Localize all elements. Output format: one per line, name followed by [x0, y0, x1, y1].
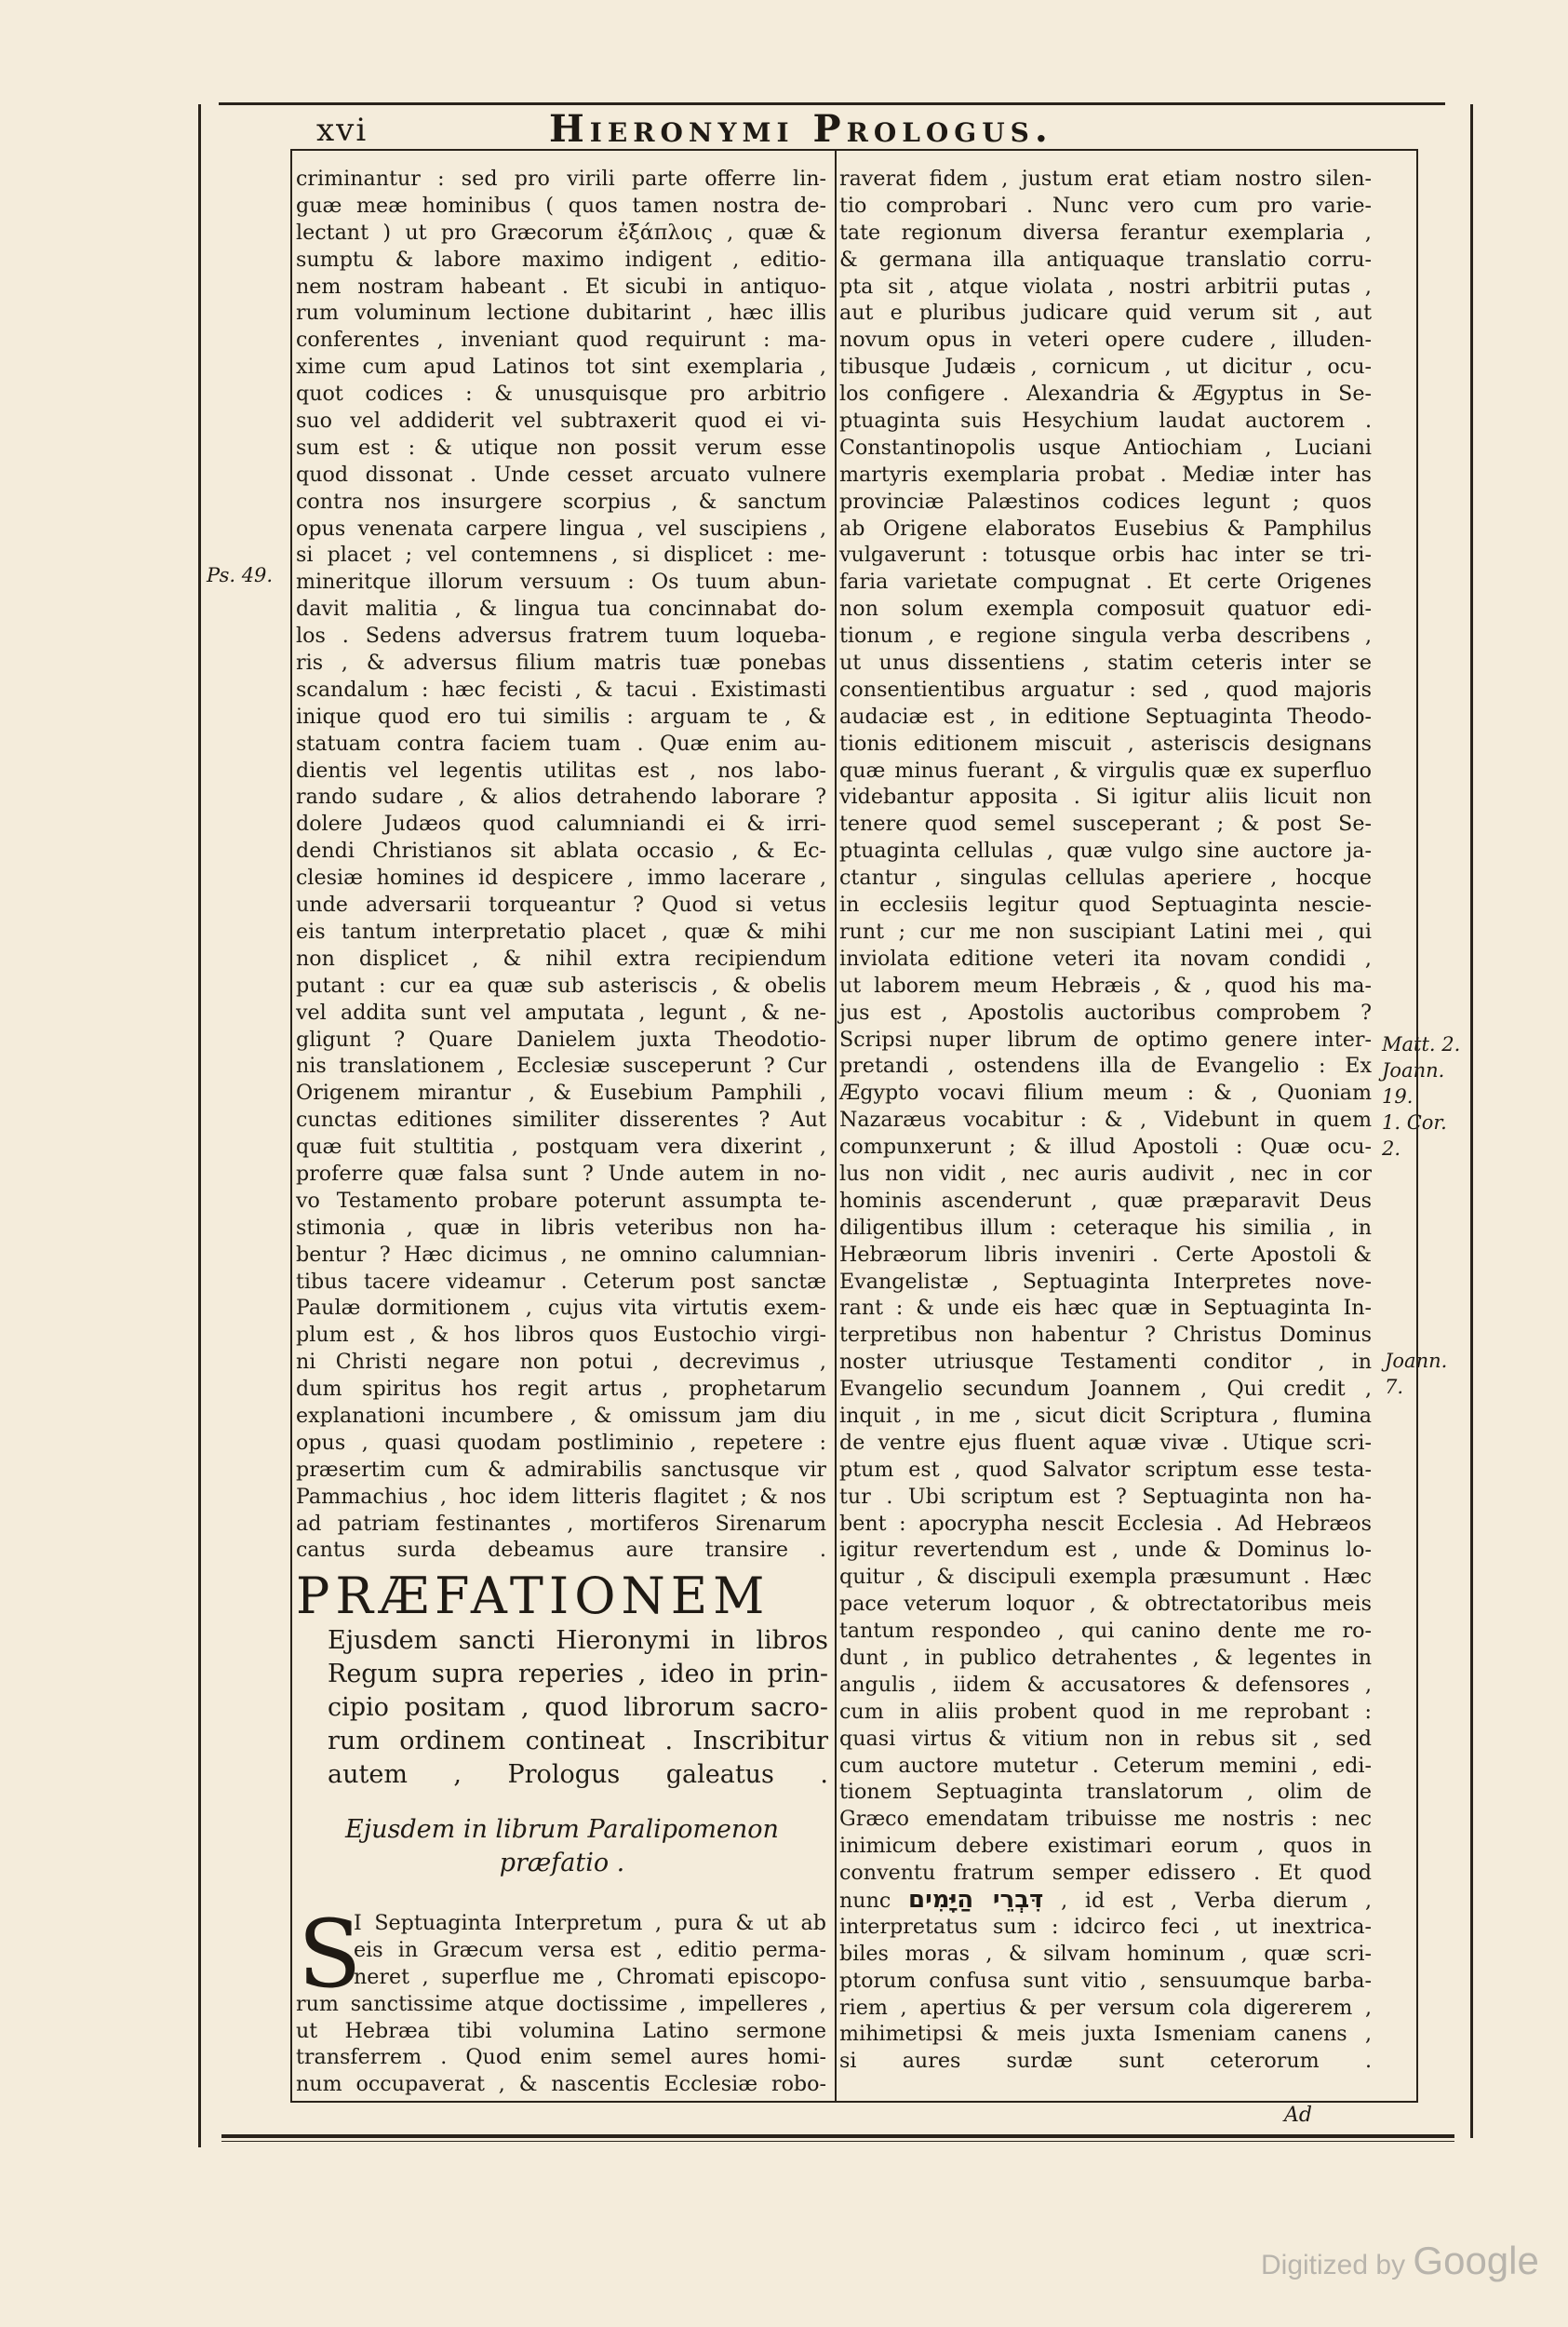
text-line: hominis ascenderunt , quæ præparavit Deus [839, 1188, 1372, 1213]
text-line: mihimetipsi & meis juxta Ismeniam canens , [839, 2022, 1372, 2047]
right-frame-rule [1470, 104, 1473, 2138]
bottom-rule [221, 2134, 1454, 2138]
text-line: pretandi , ostendens illa de Evangelio : Ex [839, 1054, 1372, 1079]
text-line: unde adversarii torqueantur ? Quod si vetus [296, 893, 826, 918]
text-line: ptuaginta suis Hesychium laudat auctorem . [839, 409, 1372, 434]
text-line: lectant ) ut pro Græcorum ἐξάπλοις , quæ & [296, 220, 826, 245]
text-line: tionum , e regione singula verba describens , [839, 624, 1372, 649]
text-line: noster utriusque Testamenti conditor , in [839, 1350, 1372, 1375]
top-rule [219, 102, 1445, 105]
text-line: Evangelistæ , Septuaginta Interpretes nove- [839, 1269, 1372, 1294]
text-line: proferre quæ falsa sunt ? Unde autem in no- [296, 1161, 826, 1186]
running-head: Hieronymi Prologus. [549, 107, 1053, 151]
text-line: dunt , in publico detrahentes , & legentes in [839, 1645, 1372, 1670]
text-line: si aures surdæ sunt ceterorum . [839, 2049, 1372, 2074]
hebrew-title: דִּבְרֵי הַיָּמִים [908, 1886, 1044, 1914]
text-line: ptorum confusa sunt vitio , sensuumque barba- [839, 1968, 1372, 1993]
section-heading-line-1: Ejusdem in librum Paralipomenon [345, 1815, 779, 1844]
text-line: pta sit , atque violata , nostri arbitrii putas , [839, 274, 1372, 299]
bottom-left-text [296, 1900, 826, 2098]
left-column [296, 166, 826, 1564]
text-line: inviolata editione veteri ita novam condidi , [839, 946, 1372, 971]
text-line: de ventre ejus fluent aquæ vivæ . Utique scri- [839, 1430, 1372, 1455]
text-line: vel addita sunt vel amputata , legunt , & ne- [296, 1000, 826, 1025]
margin-note-line: 19. [1382, 1085, 1414, 1108]
text-line: tibusque Judæis , cornicum , ut dicitur , ocu- [839, 355, 1372, 380]
text-line: suo vel addiderit vel subtraxerit quod ei vi- [296, 409, 826, 434]
text-line: Nazaræus vocabitur : & , Videbunt in quem [839, 1108, 1372, 1133]
text-line: ris , & adversus filium matris tuæ ponebas [296, 651, 826, 676]
text-line: dolere Judæos quod calumniandi ei & irri- [296, 812, 826, 837]
text-line: lus non vidit , nec auris audivit , nec in cor [839, 1161, 1372, 1186]
margin-note-line: Joann. [1385, 1350, 1448, 1372]
text-line: provinciæ Palæstinos codices legunt ; quos [839, 489, 1372, 514]
text-line: tur . Ubi scriptum est ? Septuaginta non ha- [839, 1484, 1372, 1509]
page-number: xvi [316, 112, 369, 149]
text-line: inique quod ero tui similis : arguam te , & [296, 704, 826, 729]
text-line: los . Sedens adversus fratrem tuum loqueba- [296, 624, 826, 649]
text-line-start: nunc [839, 1889, 909, 1913]
text-line: martyris exemplaria probat . Mediæ inter has [839, 462, 1372, 487]
text-line: bentur ? Hæc dicimus , ne omnino calumnian- [296, 1242, 826, 1267]
text-line: & germana illa antiquaque translatio corru- [839, 247, 1372, 272]
text-line: cunctas editiones similiter disserentes ? Aut [296, 1108, 826, 1133]
text-line: tenere quod semel susceperant ; & post Se- [839, 812, 1372, 837]
text-line: aut e pluribus judicare quid verum sit , aut [839, 301, 1372, 326]
text-line: I Septuaginta Interpretum , pura & ut ab [354, 1911, 826, 1935]
bottom-rule-thin [221, 2141, 1454, 2142]
text-line: quæ minus fuerant , & virgulis quæ ex superfluo [839, 758, 1372, 783]
margin-note-line: 2. [1382, 1137, 1401, 1160]
text-line: cantus surda debeamus aure transire . [296, 1538, 826, 1563]
watermark-prefix: Digitized by [1261, 2250, 1406, 2280]
text-line: davit malitia , & lingua tua concinnabat do- [296, 597, 826, 622]
text-line: bent : apocrypha nescit Ecclesia . Ad Hebræos [839, 1511, 1372, 1536]
section-heading-line-2: præfatio . [499, 1849, 625, 1877]
left-frame-rule [198, 104, 201, 2147]
text-line: conventu fratrum semper edissero . Et quod [839, 1861, 1372, 1886]
text-line: angulis , iidem & accusatores & defensores , [839, 1672, 1372, 1697]
text-line: riem , apertius & per versum cola digererem , [839, 1995, 1372, 2020]
text-line: si placet ; vel contemnens , si displicet : me- [296, 543, 826, 568]
text-line: dientis vel legentis utilitas est , nos labo- [296, 758, 826, 783]
text-line: tio comprobari . Nunc vero cum pro varie- [839, 193, 1372, 218]
text-line: non solum exempla composuit quatuor edi- [839, 597, 1372, 622]
text-line: rando sudare , & alios detrahendo laborare ? [296, 785, 826, 810]
text-line: tibus tacere videamur . Ceterum post sanctæ [296, 1269, 826, 1294]
text-line: videbantur apposita . Si igitur aliis licuit non [839, 785, 1372, 810]
text-line: biles moras , & silvam hominum , quæ scri- [839, 1941, 1372, 1966]
text-line: non displicet , & nihil extra recipiendum [296, 946, 826, 971]
text-line: quæ fuit stultitia , postquam vera dixerint , [296, 1135, 826, 1160]
text-line: novum opus in veteri opere cudere , illuden- [839, 328, 1372, 353]
text-line: Scripsi nuper librum de optimo genere inter- [839, 1027, 1372, 1052]
google-watermark [1261, 2239, 1539, 2283]
text-line: inimicum debere existimari eorum , quos in [839, 1834, 1372, 1859]
google-logo: Google [1413, 2239, 1539, 2282]
text-line: Ægypto vocavi filium meum : & , Quoniam [839, 1081, 1372, 1106]
text-line: igitur revertendum est , unde & Dominus lo- [839, 1538, 1372, 1563]
text-line: plum est , & hos libros quos Eustochio virgi- [296, 1323, 826, 1348]
text-line: putant : cur ea quæ sub asteriscis , & obelis [296, 973, 826, 998]
text-line: rum sanctissime atque doctissime , impelleres , [296, 1991, 826, 2016]
text-line: jus est , Apostolis auctoribus comprobem ? [839, 1000, 1372, 1025]
text-line: tionis editionem miscuit , asteriscis designans [839, 731, 1372, 756]
text-line: ut Hebræa tibi volumina Latino sermone [296, 2018, 826, 2043]
text-line: vulgaverunt : totusque orbis hac inter se tri- [839, 543, 1372, 568]
text-line: eis tantum interpretatio placet , quæ & mihi [296, 919, 826, 944]
text-line: cum auctore mutetur . Ceterum memini , edi- [839, 1753, 1372, 1778]
text-line: ptuaginta cellulas , quæ vulgo sine auctore ja- [839, 839, 1372, 864]
text-line: cum in aliis probent quod in me reprobant : [839, 1699, 1372, 1724]
text-line [839, 1887, 1372, 1914]
text-line: ad patriam festinantes , mortiferos Sirenarum [296, 1511, 826, 1536]
text-line: autem , Prologus galeatus . [328, 1760, 828, 1789]
text-line: rum ordinem contineat . Inscribitur [328, 1727, 828, 1755]
text-line: Pammachius , hoc idem litteris flagitet ; & nos [296, 1484, 826, 1509]
text-line: inquit , in me , sicut dicit Scriptura , flumina [839, 1403, 1372, 1428]
drop-cap: S [298, 1900, 362, 2009]
text-line: interpretatus sum : idcirco feci , ut inextrica- [839, 1914, 1372, 1939]
text-line: præsertim cum & admirabilis sanctusque vir [296, 1457, 826, 1482]
praefatio-text [328, 1624, 828, 1792]
margin-note-joann [1385, 1348, 1447, 1400]
text-line: stimonia , quæ in libris veteribus non ha- [296, 1215, 826, 1240]
margin-note-matt [1382, 1031, 1460, 1162]
text-line: consentientibus arguatur : sed , quod majoris [839, 677, 1372, 702]
text-line: gligunt ? Quare Danielem juxta Theodotio- [296, 1027, 826, 1052]
catchword: Ad [1284, 2104, 1312, 2127]
text-line: audaciæ est , in editione Septuaginta Theodo- [839, 704, 1372, 729]
text-line: Regum supra reperies , ideo in prin- [328, 1660, 828, 1688]
text-line: statuam contra faciem tuam . Quæ enim au- [296, 731, 826, 756]
text-line: sumptu & labore maximo indigent , editio- [296, 247, 826, 272]
text-line: conferentes , inveniant quod requirunt : ma- [296, 328, 826, 353]
text-line: xime cum apud Latinos tot sint exemplaria , [296, 355, 826, 380]
praefatio-title: PRÆFATIONEM [296, 1567, 771, 1625]
text-line: neret , superflue me , Chromati episcopo- [354, 1964, 826, 1989]
text-line: Constantinopolis usque Antiochiam , Luciani [839, 435, 1372, 460]
text-line: Paulæ dormitionem , cujus vita virtutis exem- [296, 1296, 826, 1321]
text-line: quitur , & discipuli exempla præsumunt . Hæc [839, 1565, 1372, 1590]
text-line: quasi virtus & vitium non in rebus sit , sed [839, 1726, 1372, 1751]
text-line: quod dissonat . Unde cesset arcuato vulnere [296, 462, 826, 487]
text-line: runt ; cur me non suscipiant Latini mei , qui [839, 919, 1372, 944]
text-line: scandalum : hæc fecisti , & tacui . Existimasti [296, 677, 826, 702]
text-line: nis translationem , Ecclesiæ susceperunt ? Cur [296, 1054, 826, 1079]
text-line: mineritque illorum versuum : Os tuum abun- [296, 570, 826, 595]
text-line: ni Christi negare non potui , decrevimus , [296, 1350, 826, 1375]
text-line: dum spiritus hos regit artus , prophetarum [296, 1377, 826, 1402]
text-line: transferrem . Quod enim semel aures homi- [296, 2045, 826, 2070]
text-line: diligentibus illum : ceteraque his similia , in [839, 1215, 1372, 1240]
text-line: rant : & unde eis hæc quæ in Septuaginta In- [839, 1296, 1372, 1321]
text-line: Græco emendatam tribuisse me nostris : nec [839, 1807, 1372, 1832]
text-line: vo Testamento probare poterunt assumpta te- [296, 1188, 826, 1213]
text-line: contra nos insurgere scorpius , & sanctum [296, 489, 826, 514]
margin-note-line: 7. [1385, 1376, 1404, 1398]
text-line: quot codices : & unusquisque pro arbitrio [296, 382, 826, 407]
text-line: sum est : & utique non possit verum esse [296, 435, 826, 460]
text-line: rum voluminum lectione dubitarint , hæc illis [296, 301, 826, 326]
text-line: ut laborem meum Hebræis , & , quod his ma- [839, 973, 1372, 998]
section-heading [296, 1813, 828, 1880]
text-line: Hebræorum libris inveniri . Certe Apostoli & [839, 1242, 1372, 1267]
text-line: compunxerunt ; & illud Apostoli : Quæ ocu- [839, 1135, 1372, 1160]
text-line: tate regionum diversa ferantur exemplaria , [839, 220, 1372, 245]
text-line: Origenem mirantur , & Eusebium Pamphili , [296, 1081, 826, 1106]
text-line-end: , id est , Verba dierum , [1043, 1889, 1372, 1913]
text-line: los configere . Alexandria & Ægyptus in Se- [839, 382, 1372, 407]
margin-note-ps: Ps. 49. [207, 564, 274, 586]
text-line: ut unus dissentiens , statim ceteris inter se [839, 651, 1372, 676]
text-line: nem nostram habeant . Et sicubi in antiquo- [296, 274, 826, 299]
text-line: tantum respondeo , qui canino dente me ro- [839, 1619, 1372, 1644]
text-line: guæ meæ hominibus ( quos tamen nostra de- [296, 193, 826, 218]
text-line: explanationi incumbere , & omissum jam diu [296, 1403, 826, 1428]
text-line: criminantur : sed pro virili parte offerre lin- [296, 167, 826, 191]
text-line: tionem Septuaginta translatorum , olim de [839, 1780, 1372, 1805]
column-divider [835, 149, 837, 2101]
text-line: ptum est , quod Salvator scriptum esse testa- [839, 1457, 1372, 1482]
text-line: in ecclesiis legitur quod Septuaginta nescie- [839, 893, 1372, 918]
text-line: terpretibus non habentur ? Christus Dominus [839, 1323, 1372, 1348]
text-line: raverat fidem , justum erat etiam nostro silen- [839, 167, 1372, 191]
text-line: ab Origene elaboratos Eusebius & Pamphilus [839, 516, 1372, 541]
margin-note-line: 1. Cor. [1382, 1111, 1447, 1134]
text-line: num occupaverat , & nascentis Ecclesiæ robo- [296, 2072, 826, 2097]
text-line: opus , quasi quodam postliminio , repetere : [296, 1430, 826, 1455]
text-line: pace veterum loquor , & obtrectatoribus meis [839, 1592, 1372, 1617]
text-line: cipio positam , quod librorum sacro- [328, 1693, 828, 1722]
margin-note-line: Matt. 2. [1382, 1033, 1461, 1056]
text-line: Ejusdem sancti Hieronymi in libros [328, 1626, 828, 1655]
text-line: Evangelio secundum Joannem , Qui credit , [839, 1377, 1372, 1402]
text-line: ctantur , singulas cellulas aperiere , hocque [839, 866, 1372, 891]
text-line: clesiæ homines id despicere , immo lacerare , [296, 866, 826, 891]
text-line: dendi Christianos sit ablata occasio , & Ec- [296, 839, 826, 864]
right-column [839, 166, 1372, 2075]
text-line: opus venenata carpere lingua , vel suscipiens , [296, 516, 826, 541]
text-line: faria varietate compugnat . Et certe Origenes [839, 570, 1372, 595]
margin-note-line: Joann. [1382, 1059, 1445, 1082]
text-line: eis in Græcum versa est , editio perma- [354, 1937, 826, 1962]
